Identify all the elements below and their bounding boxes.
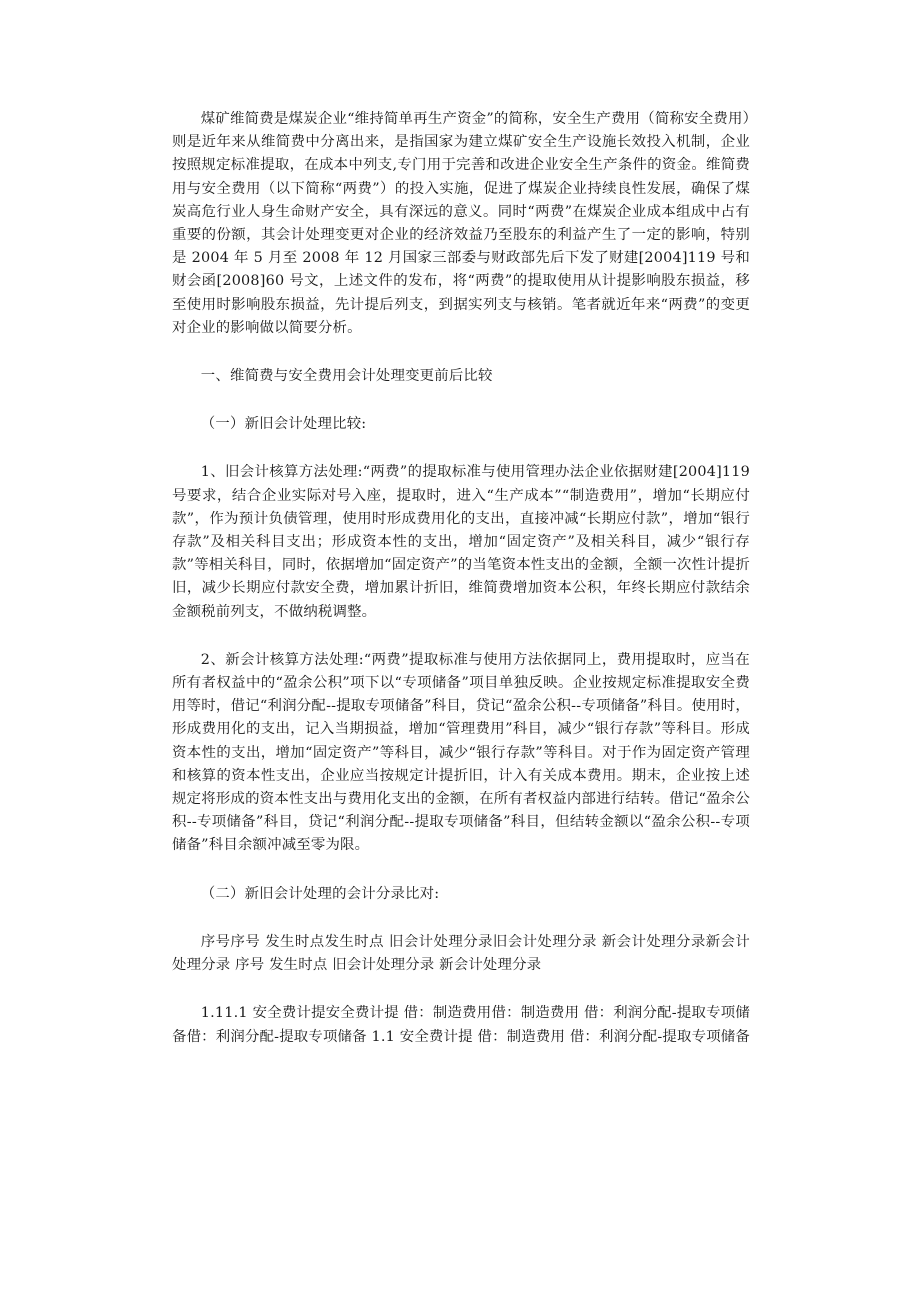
section-heading: 一、维简费与安全费用会计处理变更前后比较: [200, 368, 493, 385]
table-row-text: 1.11.1 安全费计提安全费计提 借：制造费用借：制造费用 借：利润分配-提取专项储备借：利润分配-提取专项储备 1.1 安全费计提 借：制造费用 借：利润分配-提取专项储备: [172, 1005, 750, 1045]
subsection-heading: （一）新旧会计处理比较:: [200, 416, 367, 433]
document-body: [172, 108, 750, 1074]
new-method-paragraph: 2、新会计核算方法处理:“两费”提取标准与使用方法依据同上，费用提取时，应当在所有者权益中的“盈余公积”项下以“专项储备”项目单独反映。企业按规定标准提取安全费用等时，借记“利润分配--提取专项储备”科目，贷记“盈余公积--专项储备”科目。使用时，形成费用化的支出，记入当期损益，增加“管理费用”科目，减少“银行存款”等科目。形成资本性的支出，增加“固定资产”等科目，减少“银行存款”等科目。对于作为固定资产管理和核算的资本性支出，企业应当按规定计提折旧，计入有关成本费用。期末，企业按上述规定将形成的资本性支出与费用化支出的金额，在所有者权益内部进行结转。借记“盈余公积--专项储备”科目，贷记“利润分配--提取专项储备”科目，但结转金额以“盈余公积--专项储备”科目余额冲减至零为限。: [172, 651, 750, 854]
table-header-text: 序号序号 发生时点发生时点 旧会计处理分录旧会计处理分录 新会计处理分录新会计处理分录 序号 发生时点 旧会计处理分录 新会计处理分录: [172, 933, 750, 974]
subsection-heading-2: （二）新旧会计处理的会计分录比对:: [200, 885, 440, 902]
intro-paragraph: 煤矿维简费是煤炭企业“维持简单再生产资金”的简称，安全生产费用（简称安全费用）则是近年来从维简费中分离出来，是指国家为建立煤矿安全生产设施长效投入机制，企业按照规定标准提取，在成本中列支,专门用于完善和改进企业安全生产条件的资金。维简费用与安全费用（以下简称“两费”）的投入实施，促进了煤炭企业持续良性发展，确保了煤炭高危行业人身生命财产安全，具有深远的意义。同时“两费”在煤炭企业成本组成中占有重要的份额，其会计处理变更对企业的经济效益乃至股东的利益产生了一定的影响，特别是 2004 年 5 月至 2008 年 12 月国家三部委与财政部先后下发了财建[2004]119 号和财会函[2008]60 号文，上述文件的发布，将“两费”的提取使用从计提影响股东损益，移至使用时影响股东损益，先计提后列支，到据实列支与核销。笔者就近年来“两费”的变更对企业的影响做以简要分析。: [172, 111, 750, 336]
old-method-paragraph: 1、旧会计核算方法处理:“两费”的提取标准与使用管理办法企业依据财建[2004]119 号要求，结合企业实际对号入座，提取时，进入“生产成本”“制造费用”，增加“长期应付款”，作为预计负债管理，使用时形成费用化的支出，直接冲减“长期应付款”，增加“银行存款”及相关科目支出；形成资本性的支出，增加“固定资产”及相关科目，减少“银行存款”等相关科目，同时，依据增加“固定资产”的当笔资本性支出的金额，全额一次性计提折旧，减少长期应付款安全费，增加累计折旧，维简费增加资本公积，年终长期应付款结余金额税前列支，不做纳税调整。: [172, 464, 750, 620]
